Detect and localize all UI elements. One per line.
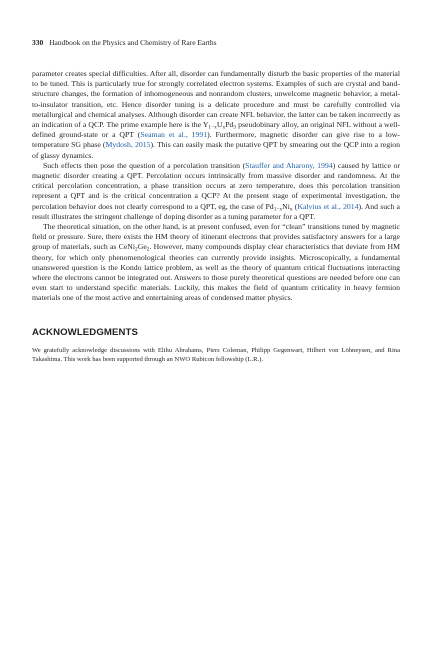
citation-link-seaman-1991[interactable]: Seaman et al., 1991: [140, 130, 208, 140]
acknowledgments-text: We gratefully acknowledge discussions with Elihu Abrahams, Piers Coleman, Philipp Gegenwart, Hilbert von Löhneysen, and Rina Takashima. This work has been supported through an NWO Rubicon fellowship (L.R.).: [32, 346, 400, 364]
running-header: [32, 38, 400, 47]
book-page: [32, 38, 400, 365]
running-title: Handbook on the Physics and Chemistry of Rare Earths: [49, 38, 217, 47]
paragraph-percolation: Such effects then pose the question of a percolation transition (Stauffer and Aharony, 1994) caused by lattice or magnetic disorder creating a QPT. Percolation occurs intrinsically from massive disorder and randomness. At the critical percolation concentration, a phase transition occurs at zero temperature, does this percolation transition represent a QPT and is the critical concentration a QCP? At the present stage of experimental investigation, the percolation behavior does not clearly correspond to a QPT, eg, the case of $Pd_{1-x}Ni_x$ (Kalvius et al., 2014). And such a result illustrates the stringent challenge of doping disorder as a tuning parameter for a QPT.: [32, 160, 400, 221]
citation-link-mydosh-2015[interactable]: Mydosh, 2015: [105, 140, 151, 150]
paragraph-disorder-tuning: parameter creates special difficulties. After all, disorder can fundamentally disturb the basic properties of the material to be tuned. This is particularly true for strongly correlated electron systems. Examples of such are crystal and band-structure changes, the formation of inhomogeneous and nonrandom clusters, unwelcome magnetic behavior, a metal-to-insulator transition, etc. Hence disorder tuning is a delicate procedure and must be carefully controlled via metallurgical and chemical analyses. Although disorder can create NFL behavior, the latter can be taken incorrectly as an indication of a QCP. The prime example here is the $Y_{1-x}U_xPd_3$ pseudobinary alloy, an original NFL without a well-defined ground-state or a QPT (Seaman et al., 1991). Furthermore, magnetic disorder can give rise to a low-temperature SG phase (Mydosh, 2015). This can easily mask the putative QPT by smearing out the QCP into a region of glassy dynamics.: [32, 69, 400, 160]
citation-link-stauffer-aharony-1994[interactable]: Stauffer and Aharony, 1994: [245, 160, 333, 170]
page-number: 330: [32, 38, 44, 47]
paragraph-theory: The theoretical situation, on the other hand, is at present confused, even for “clean” transitions tuned by magnetic field or pressure. Sure, there exists the HM theory of itinerant electrons that provides satisfactory answers for a large group of materials, such as $CeNi_2Ge_2$. However, many compounds display clear characteristics that deviate from HM theory, for which only phenomenological theories can currently provide insights. Microscopically, a fundamental unanswered question is the Kondo lattice problem, as well as the theory of quantum critical fluctuations interacting where the electrons cannot be integrated out. Answers to those purely theoretical questions are needed before one can even start to understand specific materials. Luckily, this makes the field of quantum criticality in heavy fermion materials one of the most active and entertaining areas of condensed matter physics.: [32, 222, 401, 303]
acknowledgments-heading: ACKNOWLEDGMENTS: [32, 326, 138, 338]
main-text: [32, 69, 400, 304]
citation-link-kalvius-2014[interactable]: Kalvius et al., 2014: [297, 201, 359, 211]
